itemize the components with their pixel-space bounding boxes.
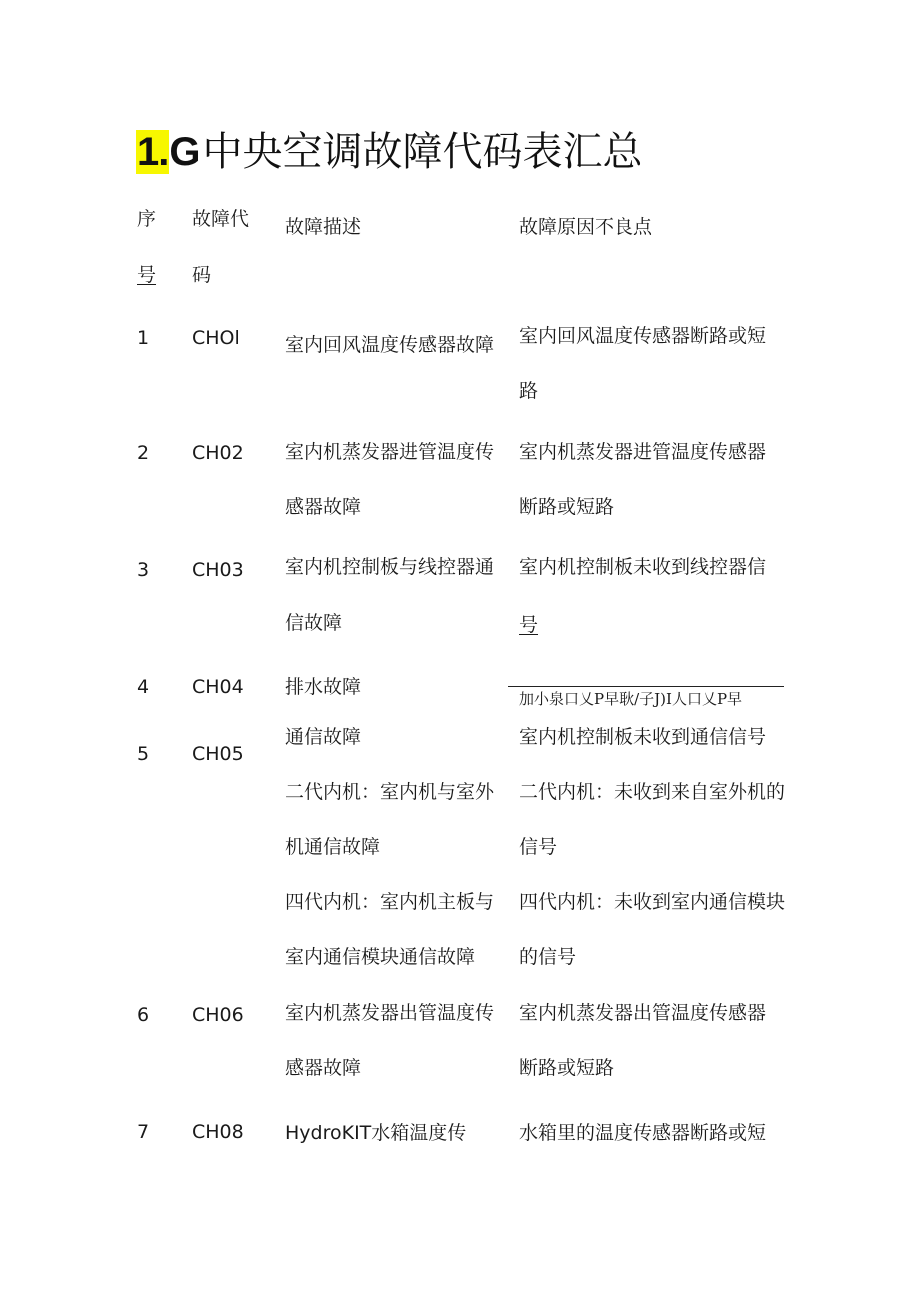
row-4-seq: 4	[137, 676, 150, 698]
row-1-desc-line1: 室内回风温度传感器故障	[285, 334, 495, 356]
header-code: 故障代	[192, 208, 250, 230]
row-4-divider	[508, 686, 784, 687]
row-4-cause-line1: 加小泉口乂P早耿/子J)I人口乂P早	[519, 690, 743, 708]
title-text: 中央空调故障代码表汇总	[202, 129, 643, 175]
row-5-code: CH05	[192, 743, 244, 765]
row-1-cause-line1: 室内回风温度传感器断路或短	[519, 325, 767, 347]
row-3-desc-line2: 信故障	[285, 612, 343, 634]
row-5-cause-line5: 的信号	[519, 946, 577, 968]
row-4-desc-line1: 排水故障	[285, 676, 362, 698]
row-2-cause-line2: 断路或短路	[519, 496, 615, 518]
row-5-desc-line4: 四代内机：室内机主板与	[285, 891, 495, 913]
row-5-seq: 5	[137, 743, 150, 765]
row-2-seq: 2	[137, 442, 150, 464]
row-4-code: CH04	[192, 676, 244, 698]
row-2-desc-line1: 室内机蒸发器进管温度传	[285, 441, 495, 463]
row-5-desc-line1: 通信故障	[285, 726, 362, 748]
row-3-code: CH03	[192, 559, 244, 581]
row-5-desc-line2: 二代内机：室内机与室外	[285, 781, 495, 803]
row-2-desc-line2: 感器故障	[285, 496, 362, 518]
header-seq: 序	[137, 208, 157, 230]
row-6-code: CH06	[192, 1004, 244, 1026]
row-2-code: CH02	[192, 442, 244, 464]
row-2-cause-line1: 室内机蒸发器进管温度传感器	[519, 441, 767, 463]
row-5-cause-line3: 信号	[519, 836, 558, 858]
row-3-seq: 3	[137, 559, 150, 581]
row-7-seq: 7	[137, 1121, 150, 1143]
header-seq-line2: 号	[137, 264, 157, 286]
title-highlighted-prefix: 1.	[137, 130, 169, 174]
row-6-cause-line2: 断路或短路	[519, 1057, 615, 1079]
row-6-seq: 6	[137, 1004, 150, 1026]
header-cause: 故障原因不良点	[519, 216, 653, 238]
row-7-cause-line1: 水箱里的温度传感器断路或短	[519, 1122, 767, 1144]
row-3-desc-line1: 室内机控制板与线控器通	[285, 556, 495, 578]
row-7-code: CH08	[192, 1121, 244, 1143]
row-5-cause-line4: 四代内机：未收到室内通信模块	[519, 891, 786, 913]
row-5-desc-line5: 室内通信模块通信故障	[285, 946, 476, 968]
row-5-desc-line3: 机通信故障	[285, 836, 381, 858]
row-5-cause-line2: 二代内机：未收到来自室外机的	[519, 781, 786, 803]
row-7-desc-line1: HydroKIT水箱温度传	[285, 1122, 467, 1144]
row-1-cause-line2: 路	[519, 380, 539, 402]
row-6-desc-line1: 室内机蒸发器出管温度传	[285, 1002, 495, 1024]
page-title	[136, 125, 642, 179]
row-6-desc-line2: 感器故障	[285, 1057, 362, 1079]
header-code-line2: 码	[192, 264, 212, 286]
row-1-code: CHOl	[192, 327, 240, 349]
header-description: 故障描述	[285, 216, 362, 238]
row-1-seq: 1	[137, 327, 150, 349]
row-5-cause-line1: 室内机控制板未收到通信信号	[519, 726, 767, 748]
row-6-cause-line1: 室内机蒸发器出管温度传感器	[519, 1002, 767, 1024]
title-letter: G	[169, 130, 201, 174]
row-3-cause-line2: 号	[519, 614, 539, 636]
row-3-cause-line1: 室内机控制板未收到线控器信	[519, 556, 767, 578]
